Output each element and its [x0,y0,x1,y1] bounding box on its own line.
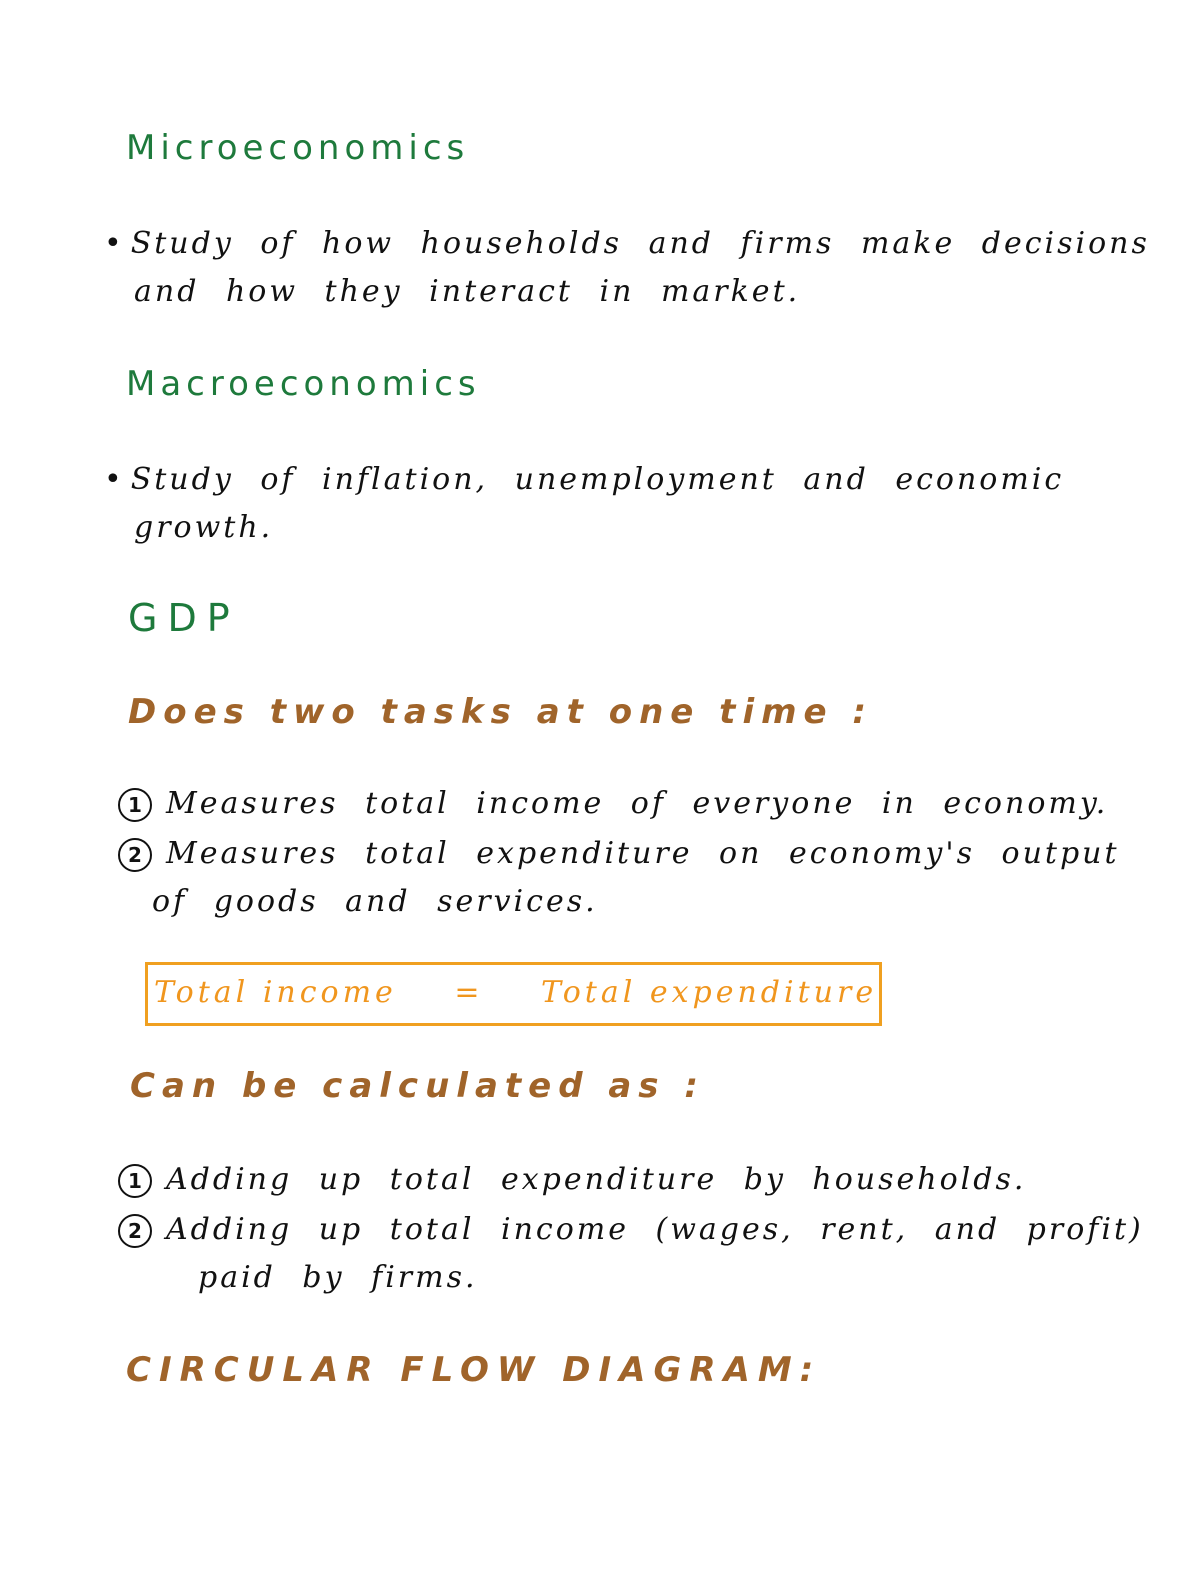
calc-method-1 [118,1162,1026,1198]
calc-method-1-text: Adding up total expenditure by households. [166,1162,1027,1197]
microeconomics-heading: Microeconomics [126,128,470,168]
gdp-task-2-continuation: of goods and services. [152,884,598,919]
calculation-subheading: Can be calculated as : [130,1066,705,1106]
formula-box [145,962,882,1026]
formula-right: Total expenditure [541,975,878,1010]
micro-definition-line-1 [104,226,1150,261]
calc-method-2 [118,1212,1144,1248]
formula-equation [154,975,877,1010]
micro-definition-line-2: and how they interact in market. [134,274,801,309]
circled-number-1-icon: 1 [118,1164,152,1198]
bullet-icon: • [104,226,125,261]
gdp-tasks-subheading: Does two tasks at one time : [128,692,874,732]
gdp-task-2-text: Measures total expenditure on economy's output [166,836,1120,871]
macro-definition-line-2: growth. [134,510,274,545]
gdp-heading: GDP [128,596,240,640]
circled-number-1-icon: 1 [118,788,152,822]
gdp-task-2 [118,836,1120,872]
gdp-task-1 [118,786,1108,822]
gdp-task-1-text: Measures total income of everyone in economy. [166,786,1109,821]
formula-equals: = [454,975,484,1010]
macro-definition-text-1: Study of inflation, unemployment and economic [130,462,1065,497]
macroeconomics-heading: Macroeconomics [126,364,481,404]
calc-method-2-continuation: paid by firms. [198,1260,478,1295]
macro-definition-line-1 [104,462,1064,497]
bullet-icon: • [104,462,125,497]
circled-number-2-icon: 2 [118,1214,152,1248]
formula-left: Total income [154,975,397,1010]
circular-flow-heading: CIRCULAR FLOW DIAGRAM: [126,1350,822,1390]
circled-number-2-icon: 2 [118,838,152,872]
micro-definition-text-1: Study of how households and firms make decisions [130,226,1150,261]
calc-method-2-text: Adding up total income (wages, rent, and profit) [166,1212,1144,1247]
